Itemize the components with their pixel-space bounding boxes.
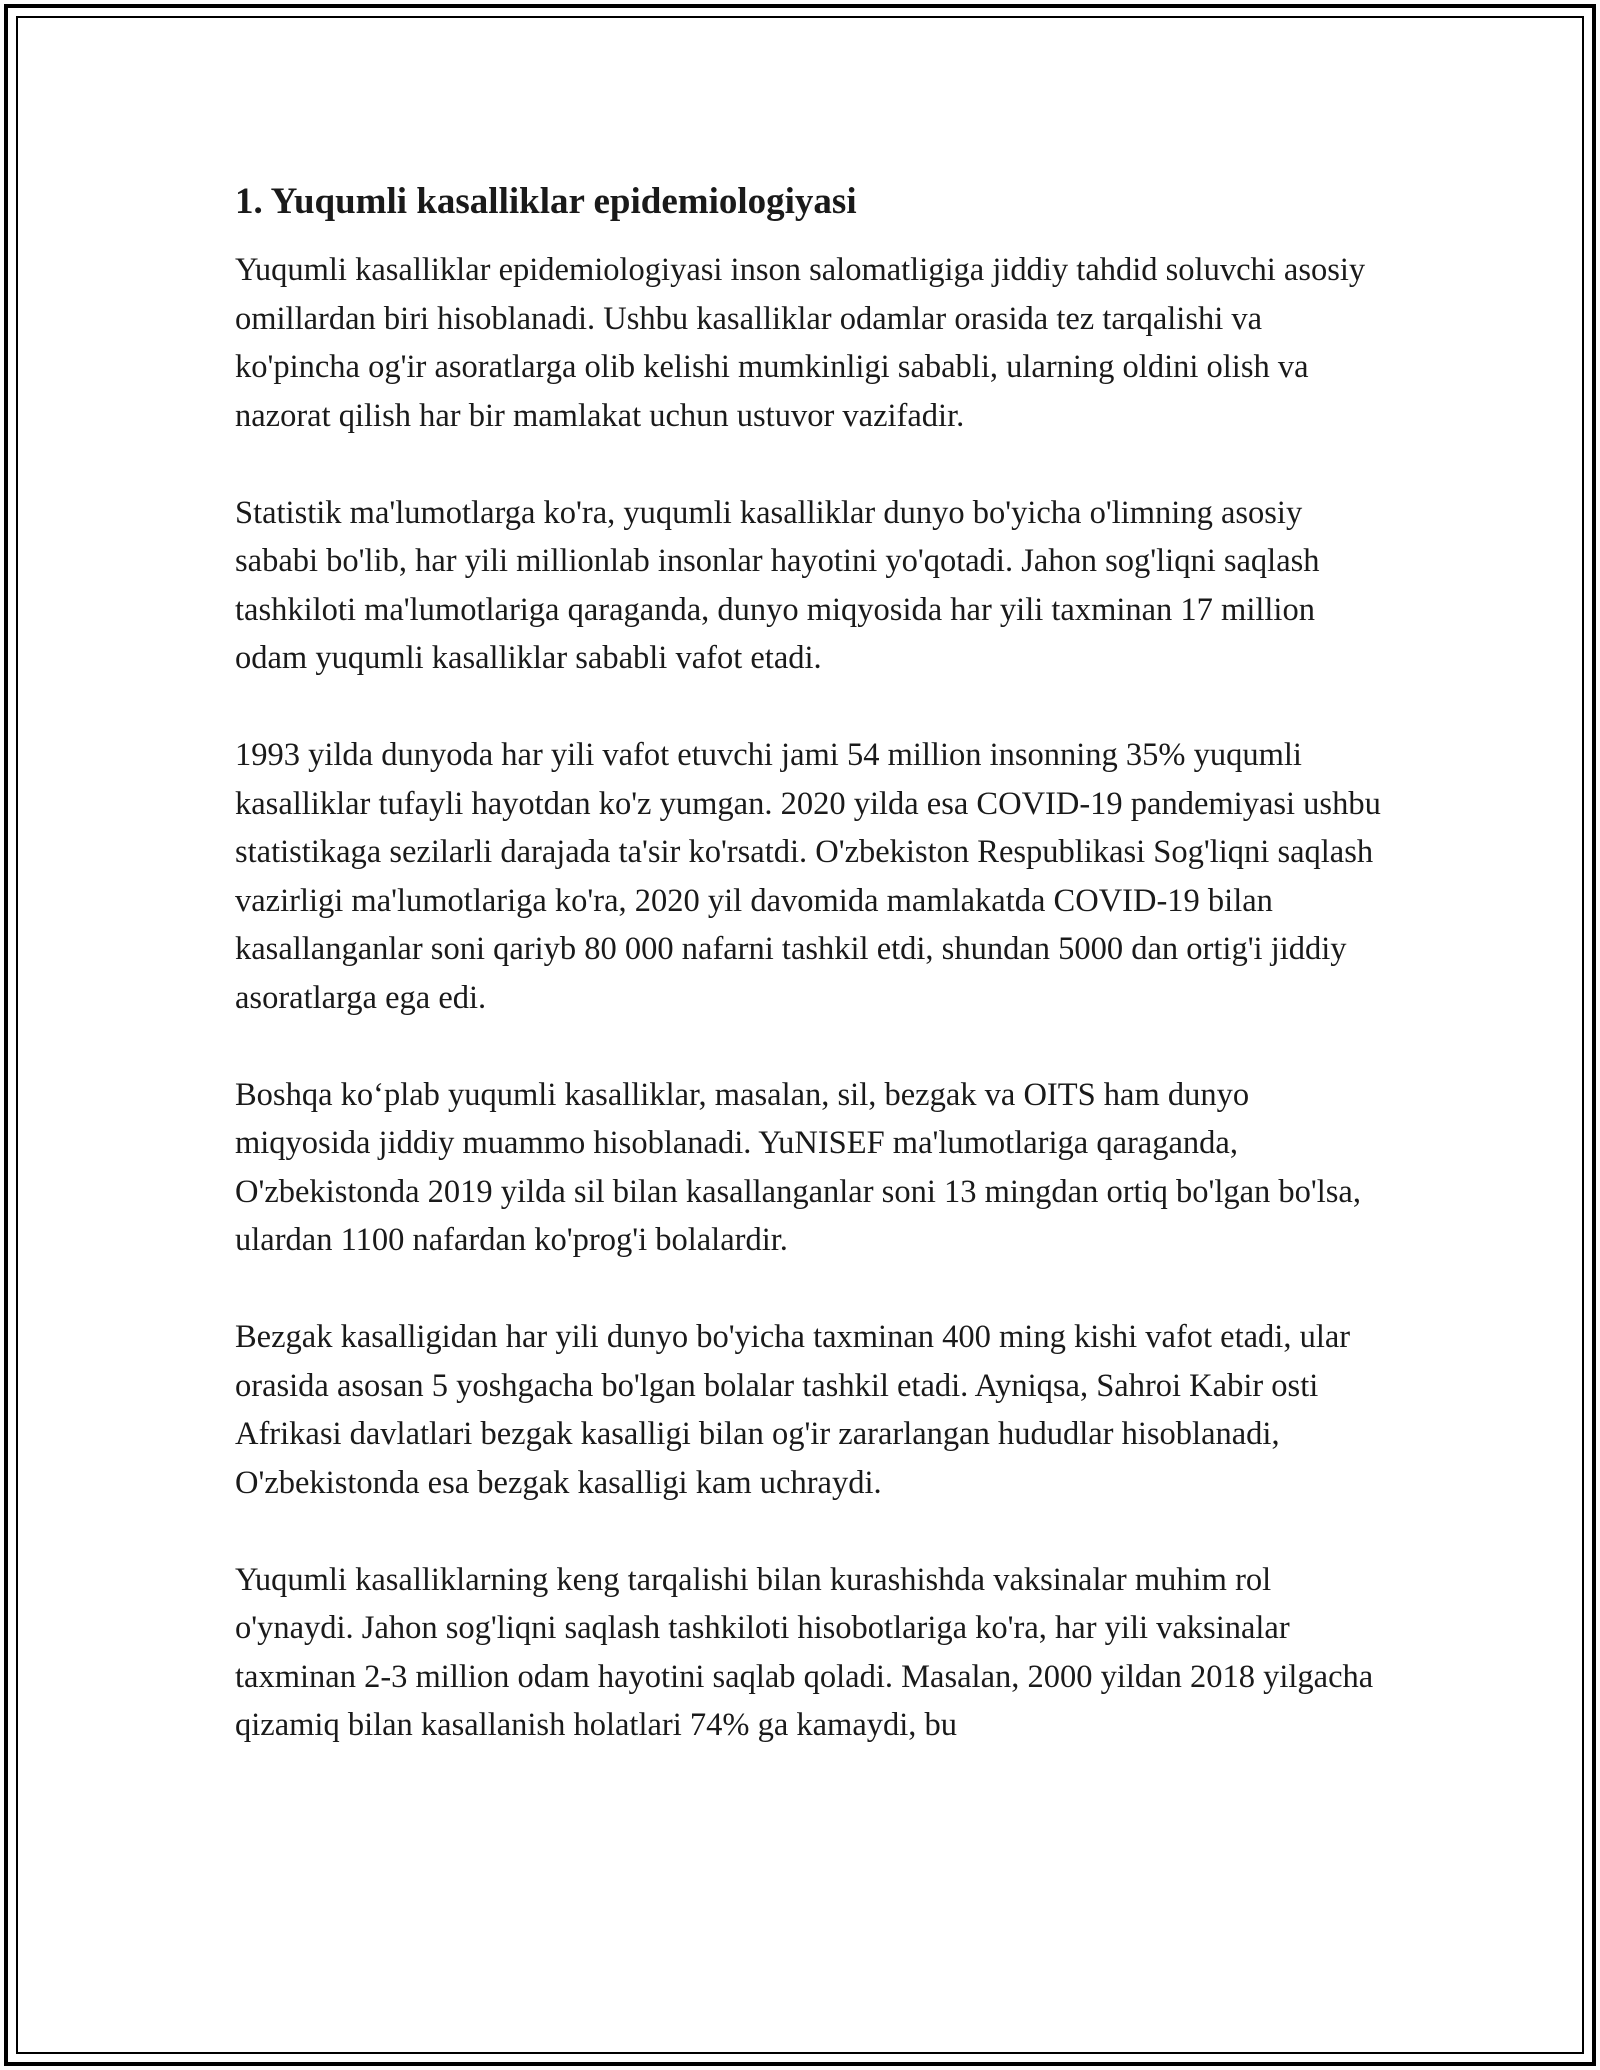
paragraph-2: Statistik ma'lumotlarga ko'ra, yuqumli kasalliklar dunyo bo'yicha o'limning asosiy sababi bo'lib, har yili millionlab insonlar hayotini yo'qotadi. Jahon sog'liqni saqlash tashkiloti ma'lumotlariga qaraganda, dunyo miqyosida har yili taxminan 17 million odam yuqumli kasalliklar sababli vafot etadi. <box>235 494 1320 677</box>
paragraph-6: Yuqumli kasalliklarning keng tarqalishi bilan kurashishda vaksinalar muhim rol o'ynaydi. Jahon sog'liqni saqlash tashkiloti hisobotlariga ko'ra, har yili vaksinalar taxminan 2-3 million odam hayotini saqlab qoladi. Masalan, 2000 yildan 2018 yilgacha qizamiq bilan kasallanish holatlari 74% ga kamaydi, bu <box>235 1561 1374 1744</box>
document-body <box>235 180 1385 1798</box>
paragraph-3: 1993 yilda dunyoda har yili vafot etuvchi jami 54 million insonning 35% yuqumli kasalliklar tufayli hayotdan ko'z yumgan. 2020 yilda esa COVID-19 pandemiyasi ushbu statistikaga sezilarli darajada ta'sir ko'rsatdi. O'zbekiston Respublikasi Sog'liqni saqlash vazirligi ma'lumotlariga ko'ra, 2020 yil davomida mamlakatda COVID-19 bilan kasallanganlar soni qariyb 80 000 nafarni tashkil etdi, shundan 5000 dan ortig'i jiddiy asoratlarga ega edi. <box>235 737 1381 1016</box>
paragraph-1: Yuqumli kasalliklar epidemiologiyasi inson salomatligiga jiddiy tahdid soluvchi asosiy omillardan biri hisoblanadi. Ushbu kasalliklar odamlar orasida tez tarqalishi va ko'pincha og'ir asoratlarga olib kelishi mumkinligi sababli, ularning oldini olish va nazorat qilish har bir mamlakat uchun ustuvor vazifadir. <box>235 252 1366 434</box>
paragraph-4: Boshqa ko‘plab yuqumli kasalliklar, masalan, sil, bezgak va OITS ham dunyo miqyosida jiddiy muammo hisoblanadi. YuNISEF ma'lumotlariga qaraganda, O'zbekistonda 2019 yilda sil bilan kasallanganlar soni 13 mingdan ortiq bo'lgan bo'lsa, ulardan 1100 nafardan ko'prog'i bolalardir. <box>235 1076 1361 1259</box>
section-heading: 1. Yuqumli kasalliklar epidemiologiyasi <box>235 181 857 222</box>
paragraph-5: Bezgak kasalligidan har yili dunyo bo'yicha taxminan 400 ming kishi vafot etadi, ular orasida asosan 5 yoshgacha bo'lgan bolalar tashkil etadi. Ayniqsa, Sahroi Kabir osti Afrikasi davlatlari bezgak kasalligi bilan og'ir zararlangan hududlar hisoblanadi, O'zbekistonda esa bezgak kasalligi kam uchraydi. <box>235 1319 1351 1501</box>
